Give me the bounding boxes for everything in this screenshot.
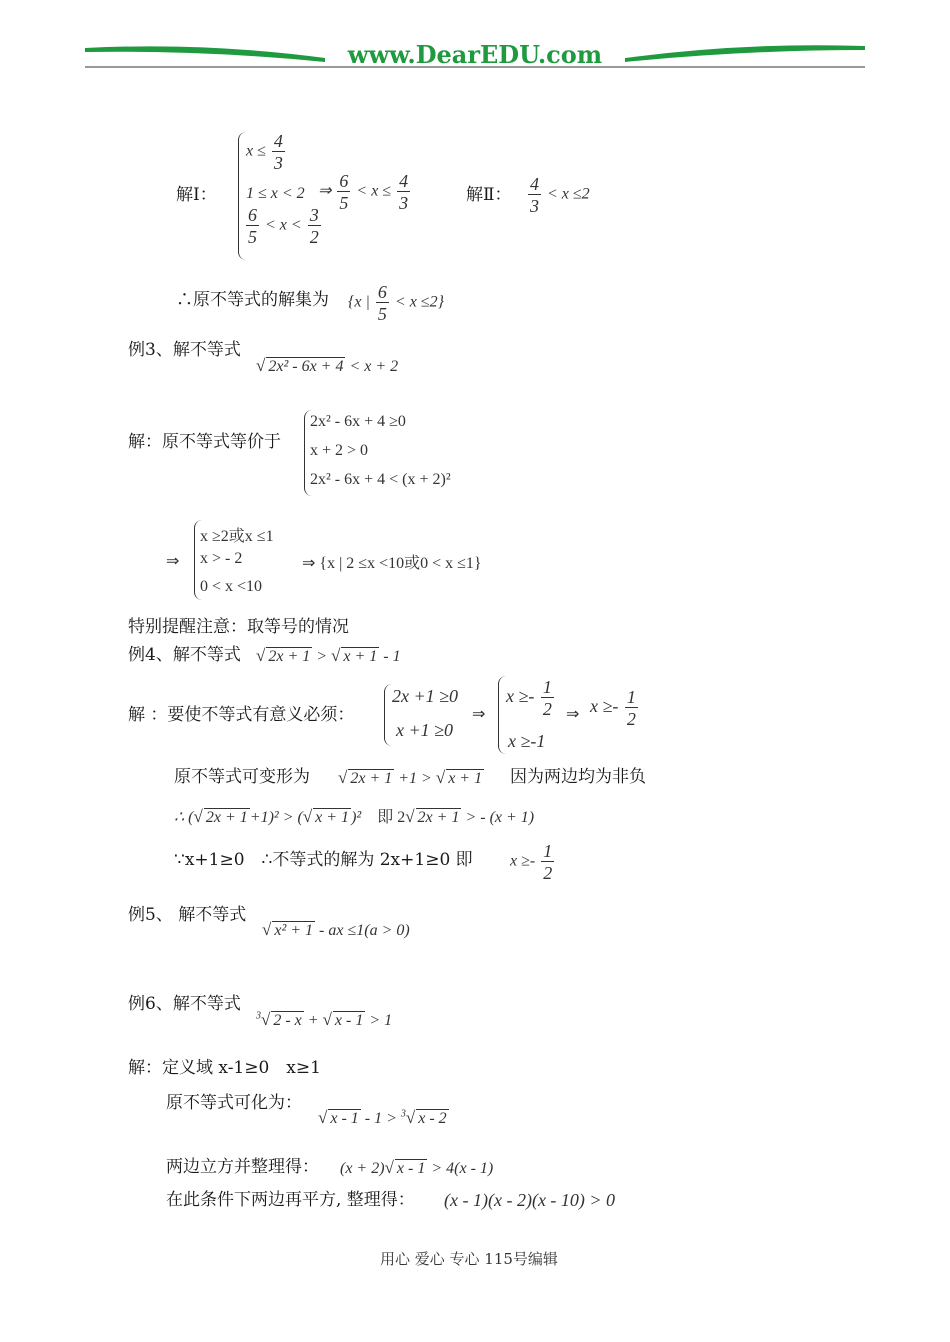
- ex3-expr: [256, 356, 398, 376]
- ex6-radicand1: 2 - x: [273, 1012, 302, 1029]
- solution-set-1: [348, 283, 444, 323]
- ex6-domain: 解：定义域 x-1≥0 x≥1: [128, 1058, 321, 1078]
- sol1-line2: 1 ≤ x < 2: [246, 185, 305, 202]
- ex4-res-final-text: x ≥-: [590, 696, 619, 717]
- sqrt-symbol: √: [405, 1108, 416, 1127]
- ex6-transform-label: 原不等式可化为：: [166, 1093, 302, 1113]
- sqrt-symbol: √: [331, 646, 341, 665]
- ex4-implies1: ⇒: [472, 706, 486, 723]
- sol2-label: 解Ⅱ：: [466, 185, 512, 205]
- sqrt-symbol: √: [384, 1158, 394, 1177]
- ex4-trans-radicand1: 2x + 1: [350, 770, 393, 787]
- ex6-t-radicand2: x - 2: [418, 1110, 447, 1127]
- ex6-cube-post: > 4(x - 1): [431, 1160, 494, 1177]
- ex4-sq-prefix: ∴ (: [174, 809, 194, 826]
- ex3-sys3: 2x² - 6x + 4 < (x + 2)²: [310, 471, 451, 488]
- ex6-cube-pre: (x + 2): [340, 1160, 385, 1177]
- ex4-sys2: x +1 ≥0: [396, 720, 454, 740]
- ex3-radicand: 2x² - 6x + 4: [268, 358, 344, 375]
- ex4-label: 例4、解不等式: [128, 645, 241, 665]
- sol2-expr-text: < x ≤2: [547, 185, 590, 203]
- ex4-trans-tail: +1 >: [398, 770, 432, 787]
- ex4-radicand2: x + 1: [343, 648, 378, 665]
- cube-root-index: 3: [400, 1108, 406, 1120]
- ex6-expr: [256, 1010, 392, 1030]
- sol1-line1-text: x ≤: [246, 142, 266, 160]
- ex5-radicand: x² + 1: [274, 922, 314, 939]
- ex4-because-expr-text: x ≥-: [510, 852, 536, 870]
- sqrt-symbol: √: [302, 807, 313, 826]
- ex6-cube-label: 两边立方并整理得：: [166, 1157, 319, 1177]
- ex4-trans-note: 因为两边均为非负: [510, 767, 646, 787]
- ex4-sq-radicand1: 2x + 1: [205, 809, 248, 826]
- ex3-res2: x > - 2: [200, 550, 243, 567]
- ex4-trans-label: 原不等式可变形为: [174, 767, 310, 787]
- sol1-label: 解Ⅰ：: [176, 185, 217, 205]
- ex6-t-radicand: x - 1: [330, 1110, 359, 1127]
- ex6-transform-expr: [318, 1108, 449, 1128]
- ex4-radicand1: 2x + 1: [268, 648, 311, 665]
- set1-close: < x ≤2}: [394, 293, 444, 311]
- cube-root-index: 3: [256, 1010, 261, 1022]
- sqrt-symbol: √: [262, 920, 272, 939]
- ex3-sol-label: 解：原不等式等价于: [128, 432, 281, 452]
- ex4-trans-expr: [338, 768, 484, 788]
- ex4-because-expr: [510, 842, 556, 882]
- sqrt-symbol: √: [256, 356, 266, 375]
- sol1-frac-3-2: $\frac{3}{2}$: [309, 205, 319, 247]
- sol1-frac-4-3: $\frac{4}{3}$: [273, 131, 283, 173]
- sqrt-symbol: √: [338, 768, 348, 787]
- ex4-sq-radicand3: 2x + 1: [417, 809, 460, 826]
- reminder-note: 特别提醒注意：取等号的情况: [128, 617, 349, 637]
- sqrt-symbol: √: [322, 1010, 332, 1029]
- ex3-sys2: x + 2 > 0: [310, 442, 369, 459]
- ex4-because-frac: $\frac{1}{2}$: [543, 841, 553, 883]
- ex4-res-final: [590, 688, 640, 728]
- ex4-res-final-frac: $\frac{1}{2}$: [626, 687, 636, 729]
- set1-open: {x |: [348, 293, 370, 311]
- sqrt-symbol: √: [318, 1108, 328, 1127]
- implies-arrow: ⇒: [318, 182, 332, 200]
- ex5-expr: [262, 920, 410, 940]
- page-footer: 用心 爱心 专心 115号编辑: [380, 1250, 558, 1268]
- ex3-sys1: 2x² - 6x + 4 ≥0: [310, 413, 406, 430]
- sqrt-symbol: √: [261, 1010, 271, 1029]
- ex4-because: ∵x+1≥0 ∴不等式的解为 2x+1≥0 即: [174, 850, 473, 870]
- ex6-cube-radicand: x - 1: [396, 1160, 426, 1177]
- therefore-text: ∴原不等式的解集为: [176, 290, 329, 310]
- ex6-label: 例6、解不等式: [128, 994, 241, 1014]
- ex3-implies: ⇒: [166, 553, 180, 570]
- sqrt-symbol: √: [193, 807, 203, 826]
- ex4-sq-end: )²: [351, 809, 362, 826]
- sqrt-symbol: √: [405, 807, 415, 826]
- sol2-expr: [526, 175, 590, 215]
- sol2-frac-4-3: $\frac{4}{3}$: [530, 174, 539, 216]
- ex4-sq-radicand2: x + 1: [315, 809, 350, 826]
- ex4-res1-text: x ≥-: [506, 686, 535, 707]
- ex6-square-label: 在此条件下两边再平方, 整理得：: [166, 1190, 415, 1210]
- sol1-result-text: < x ≤: [356, 182, 392, 200]
- ex6-cube-expr: [340, 1158, 493, 1178]
- ex4-res2: x ≥-1: [508, 731, 546, 751]
- ex6-square-expr: (x - 1)(x - 2)(x - 10) > 0: [444, 1190, 616, 1210]
- ex5-tail: - ax ≤1(a > 0): [319, 922, 410, 939]
- ex6-tail: > 1: [369, 1012, 393, 1029]
- ex4-sq-then-tail: > - (x + 1): [465, 809, 535, 826]
- ex4-sq-mid: +1)² > (: [249, 809, 303, 826]
- page-header: [85, 40, 865, 72]
- sol1-line3-text: < x <: [265, 216, 302, 234]
- ex6-plus: +: [307, 1012, 319, 1029]
- ex4-sol-label: 解 ：要使不等式有意义必须：: [128, 705, 355, 725]
- ex5-label: 例5、 解不等式: [128, 905, 247, 925]
- ex4-sq-then: 即 2: [377, 809, 406, 826]
- sol1-line1: [246, 132, 287, 172]
- site-url[interactable]: www.DearEDU.com: [347, 40, 603, 69]
- ex4-res1-frac: $\frac{1}{2}$: [542, 677, 552, 719]
- ex4-square-line: [174, 804, 534, 827]
- sol1-res-frac-4-3: $\frac{4}{3}$: [399, 171, 409, 213]
- ex6-radicand2: x - 1: [334, 1012, 364, 1029]
- sqrt-symbol: √: [256, 646, 266, 665]
- ex4-implies2: ⇒: [566, 706, 580, 723]
- sol1-line3: [244, 206, 323, 246]
- sol1-res-frac-6-5: $\frac{6}{5}$: [339, 171, 349, 213]
- ex4-sys1: 2x +1 ≥0: [392, 686, 459, 706]
- ex6-t-mid: - 1 >: [364, 1110, 397, 1127]
- therefore-line1: [176, 290, 329, 310]
- ex3-expr-rest: < x + 2: [349, 358, 399, 375]
- ex3-final: ⇒ {x | 2 ≤x <10或0 < x ≤1}: [302, 555, 482, 572]
- ex4-mid: >: [316, 648, 328, 665]
- sol1-frac-6-5: $\frac{6}{5}$: [248, 205, 257, 247]
- ex4-expr: [256, 646, 401, 666]
- sol1-result: [318, 172, 412, 212]
- ex4-tail: - 1: [383, 648, 401, 665]
- ex3-label: 例3、解不等式: [128, 340, 241, 360]
- ex4-trans-radicand2: x + 1: [448, 770, 483, 787]
- sqrt-symbol: √: [435, 768, 446, 787]
- set1-frac-6-5: $\frac{6}{5}$: [377, 282, 387, 324]
- ex3-res1: x ≥2或x ≤1: [200, 528, 274, 545]
- ex4-res1: [506, 678, 556, 718]
- ex3-res3: 0 < x <10: [200, 578, 263, 595]
